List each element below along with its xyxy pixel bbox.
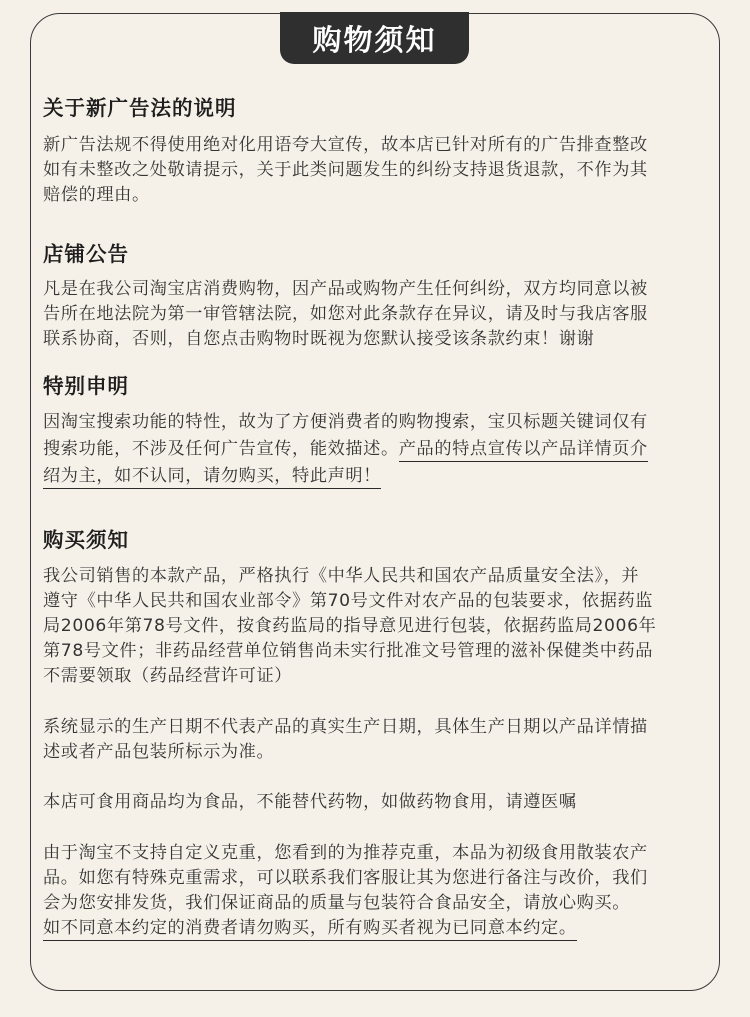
purchase-paragraph-3 (43, 790, 708, 815)
body-line (43, 463, 708, 490)
body-line: 我公司销售的本款产品，严格执行《中华人民共和国农产品质量安全法》，并 (43, 566, 640, 586)
body-line: 赔偿的理由。 (43, 185, 150, 205)
body-line: 遵守《中华人民共和国农业部令》第70号文件对农产品的包装要求，依据药监 (43, 591, 654, 611)
body-line: 本店可食用商品均为食品，不能替代药物，如做药物食用，请遵医嘱 (43, 792, 577, 812)
underlined-statement: 绍为主，如不认同，请勿购买，特此声明！ (43, 466, 381, 489)
body-line: 如有未整改之处敬请提示，关于此类问题发生的纠纷支持退货退款，不作为其 (43, 160, 648, 180)
body-line: 由于淘宝不支持自定义克重，您看到的为推荐克重，本品为初级食用散装农产 (43, 843, 648, 863)
section-body (43, 133, 708, 208)
body-line: 告所在地法院为第一审管辖法院，如您对此条款存在异议，请及时与我店客服 (43, 304, 648, 324)
body-line: 品。如您有特殊克重需求，可以联系我们客服让其为您进行备注与改价，我们 (43, 868, 648, 888)
section-body (43, 277, 708, 352)
body-line: 第78号文件；非药品经营单位销售尚未实行批准文号管理的滋补保健类中药品 (43, 641, 654, 661)
section-heading: 关于新广告法的说明 (43, 96, 237, 120)
body-line (43, 436, 708, 463)
section-store-notice (43, 238, 708, 352)
body-line (43, 916, 708, 941)
purchase-paragraph-4 (43, 841, 708, 941)
body-line: 新广告法规不得使用绝对化用语夸大宣传，故本店已针对所有的广告排查整改 (43, 135, 648, 155)
body-text: 搜索功能，不涉及任何广告宣传，能效描述。 (43, 439, 399, 459)
body-line: 局2006年第78号文件，按食药监局的指导意见进行包装，依据药监局2006年 (43, 616, 657, 636)
section-heading: 店铺公告 (43, 242, 129, 266)
body-line: 因淘宝搜索功能的特性，故为了方便消费者的购物搜索，宝贝标题关键词仅有 (43, 412, 648, 432)
body-line: 系统显示的生产日期不代表产品的真实生产日期，具体生产日期以产品详情描 (43, 717, 648, 737)
section-purchase-notice (43, 524, 708, 941)
page-title-banner: 购物须知 (280, 12, 469, 64)
body-line: 述或者产品包装所标示为准。 (43, 742, 275, 762)
section-ad-law (43, 92, 708, 208)
underlined-statement: 产品的特点宣传以产品详情页介 (399, 439, 648, 462)
body-line: 联系协商，否则，自您点击购物时既视为您默认接受该条款约束！谢谢 (43, 329, 595, 349)
purchase-paragraph-2 (43, 715, 708, 765)
section-heading: 购买须知 (43, 528, 129, 552)
underlined-statement: 如不同意本约定的消费者请勿购买，所有购买者视为已同意本约定。 (43, 918, 577, 941)
section-heading: 特别申明 (43, 374, 129, 398)
section-body (43, 409, 708, 490)
section-special-statement (43, 370, 708, 490)
body-line: 凡是在我公司淘宝店消费购物，因产品或购物产生任何纠纷，双方均同意以被 (43, 279, 648, 299)
body-line: 不需要领取（药品经营许可证） (43, 666, 293, 686)
purchase-paragraph-1 (43, 564, 708, 689)
body-line: 会为您安排发货，我们保证商品的质量与包装符合食品安全，请放心购买。 (43, 893, 630, 913)
